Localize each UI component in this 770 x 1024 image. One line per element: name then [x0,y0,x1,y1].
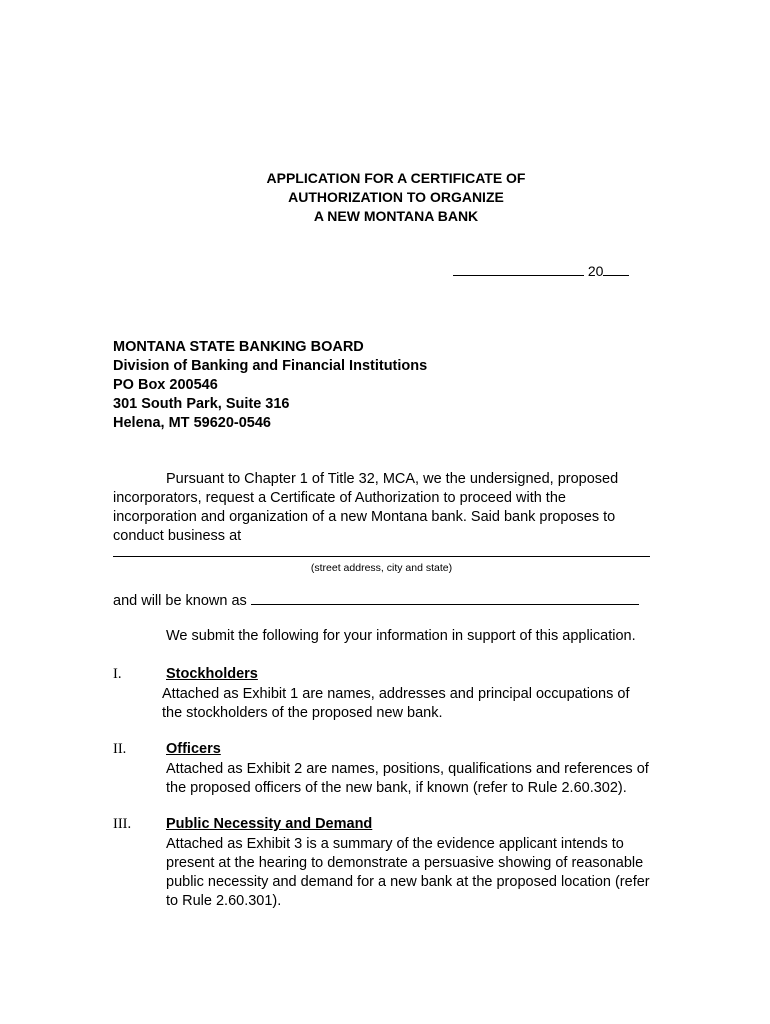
bank-name-blank[interactable] [251,591,639,605]
section-1-heading: Stockholders [166,666,258,682]
date-year-prefix: 20 [587,263,604,279]
addressee-line-1: MONTANA STATE BANKING BOARD [113,339,364,355]
section-3-line-4: to Rule 2.60.301). [166,893,282,909]
date-field[interactable] [453,262,629,279]
section-3-line-1: Attached as Exhibit 3 is a summary of the evidence applicant intends to [166,836,624,852]
document-title [0,169,770,226]
addressee-line-3: PO Box 200546 [113,377,218,393]
title-line-1: APPLICATION FOR A CERTIFICATE OF [266,170,526,186]
section-3-line-2: present at the hearing to demonstrate a persuasive showing of reasonable [166,855,644,871]
section-3-body [166,835,650,911]
section-2-numeral: II. [113,741,127,757]
date-year-blank[interactable] [603,262,629,276]
section-2-line-2: the proposed officers of the new bank, if known (refer to Rule 2.60.302). [166,780,627,796]
title-line-3: A NEW MONTANA BANK [313,208,479,224]
addressee-line-5: Helena, MT 59620-0546 [113,415,271,431]
intro-line-3: incorporation and organization of a new Montana bank. Said bank proposes to [113,509,616,525]
intro-line-2: incorporators, request a Certificate of Authorization to proceed with the [113,490,566,506]
section-3-heading: Public Necessity and Demand [166,816,373,832]
addressee-line-4: 301 South Park, Suite 316 [113,396,290,412]
section-1-line-2: the stockholders of the proposed new bank. [162,705,443,721]
section-3-numeral: III. [113,816,132,832]
known-as-label: and will be known as [113,593,247,609]
date-blank[interactable] [453,262,584,276]
business-address-blank[interactable] [113,556,650,557]
known-as-row [113,591,639,609]
section-1-numeral: I. [113,666,122,682]
intro-line-1: Pursuant to Chapter 1 of Title 32, MCA, we the undersigned, proposed [166,471,619,487]
addressee-line-2: Division of Banking and Financial Institutions [113,358,428,374]
section-1-line-1: Attached as Exhibit 1 are names, addresses and principal occupations of [162,686,630,702]
intro-line-4: conduct business at [113,528,242,544]
address-caption: (street address, city and state) [310,562,453,574]
intro-paragraph [113,470,678,546]
addressee-block [113,338,427,433]
submit-statement: We submit the following for your information in support of this application. [166,628,636,644]
section-2-heading: Officers [166,741,221,757]
title-line-2: AUTHORIZATION TO ORGANIZE [288,189,504,205]
section-3-line-3: public necessity and demand for a new bank at the proposed location (refer [166,874,650,890]
section-2-body [166,760,649,798]
section-1-body [162,685,630,723]
section-2-line-1: Attached as Exhibit 2 are names, positions, qualifications and references of [166,761,649,777]
